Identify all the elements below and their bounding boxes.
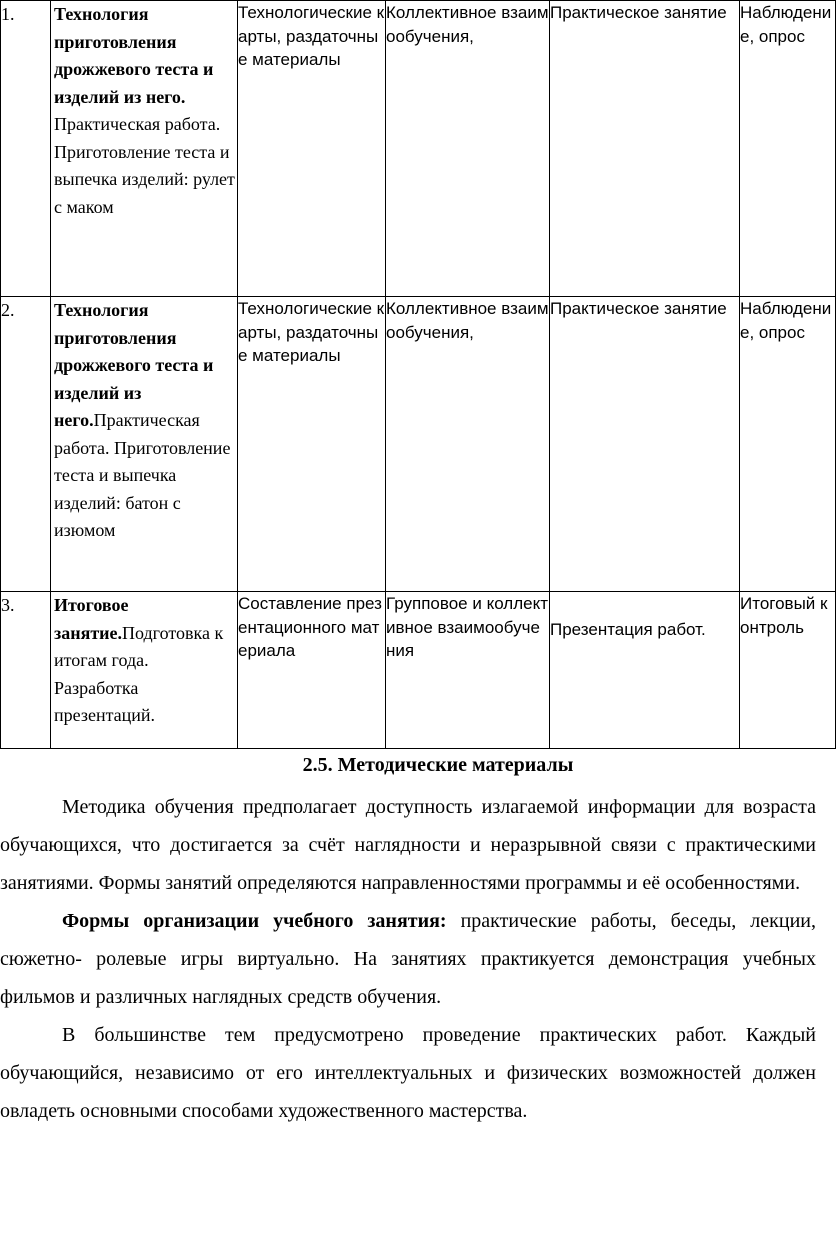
topic-title: Итоговое занятие.	[54, 595, 129, 643]
method-text: Коллективное взаимообучения,	[386, 3, 549, 46]
topic-description: Практическая работа. Приготовление теста и выпечка изделий: батон с изюмом	[54, 410, 231, 540]
topic-title: Технология приготовления дрожжевого теста и изделий из него.	[54, 4, 214, 107]
topic-cell	[51, 592, 238, 749]
method-text: Коллективное взаимообучения,	[386, 299, 549, 342]
topic-description: Подготовка к итогам года. Разработка презентаций.	[54, 622, 224, 725]
materials-cell	[238, 297, 386, 592]
control-cell	[740, 592, 836, 749]
control-text: Итоговый контроль	[740, 594, 828, 637]
table-row	[1, 297, 836, 592]
materials-text: Составление презентационного материала	[238, 594, 382, 660]
table-row	[1, 592, 836, 749]
form-cell	[550, 592, 740, 749]
topic-cell	[51, 1, 238, 297]
method-cell	[386, 1, 550, 297]
control-text: Наблюдение, опрос	[740, 3, 832, 46]
row-number: 1.	[1, 1, 51, 297]
materials-text: Технологические карты, раздаточные материалы	[238, 299, 385, 365]
topic-cell	[51, 297, 238, 592]
form-cell	[550, 1, 740, 297]
form-cell	[550, 297, 740, 592]
topic-description: Практическая работа. Приготовление теста и выпечка изделий: рулет с маком	[54, 114, 235, 217]
topic-title: Технология приготовления дрожжевого теста и изделий из него.	[54, 300, 214, 430]
row-number: 2.	[1, 297, 51, 592]
table-row	[1, 1, 836, 297]
paragraph-practical: В большинстве тем предусмотрено проведение практических работ. Каждый обучающийся, независимо от его интеллектуальных и физических возможностей должен овладеть основными способами художественного мастерства.	[0, 1024, 816, 1122]
form-text: Практическое занятие	[550, 299, 727, 318]
forms-text: практические работы, беседы, лекции, сюжетно- ролевые игры виртуально. На занятиях практикуется демонстрация учебных фильмов и различных наглядных средств обучения.	[0, 910, 816, 1008]
method-cell	[386, 297, 550, 592]
document-body	[0, 748, 816, 1130]
section-heading: 2.5. Методические материалы	[302, 754, 574, 776]
method-cell	[386, 592, 550, 749]
materials-cell	[238, 592, 386, 749]
materials-text: Технологические карты, раздаточные материалы	[238, 3, 385, 69]
paragraph-methodology: Методика обучения предполагает доступность излагаемой информации для возраста обучающихся, что достигается за счёт наглядности и неразрывной связи с практическими занятиями. Формы занятий определяются направленностями программы и её особенностями.	[0, 796, 816, 894]
row-number: 3.	[1, 592, 51, 749]
control-cell	[740, 297, 836, 592]
form-text: Практическое занятие	[550, 3, 727, 22]
method-text: Групповое и коллективное взаимообучения	[386, 594, 548, 660]
control-cell	[740, 1, 836, 297]
forms-label: Формы организации учебного занятия:	[62, 910, 447, 932]
materials-cell	[238, 1, 386, 297]
control-text: Наблюдение, опрос	[740, 299, 832, 342]
form-text: Презентация работ.	[550, 620, 706, 639]
paragraph-forms	[0, 902, 816, 1016]
